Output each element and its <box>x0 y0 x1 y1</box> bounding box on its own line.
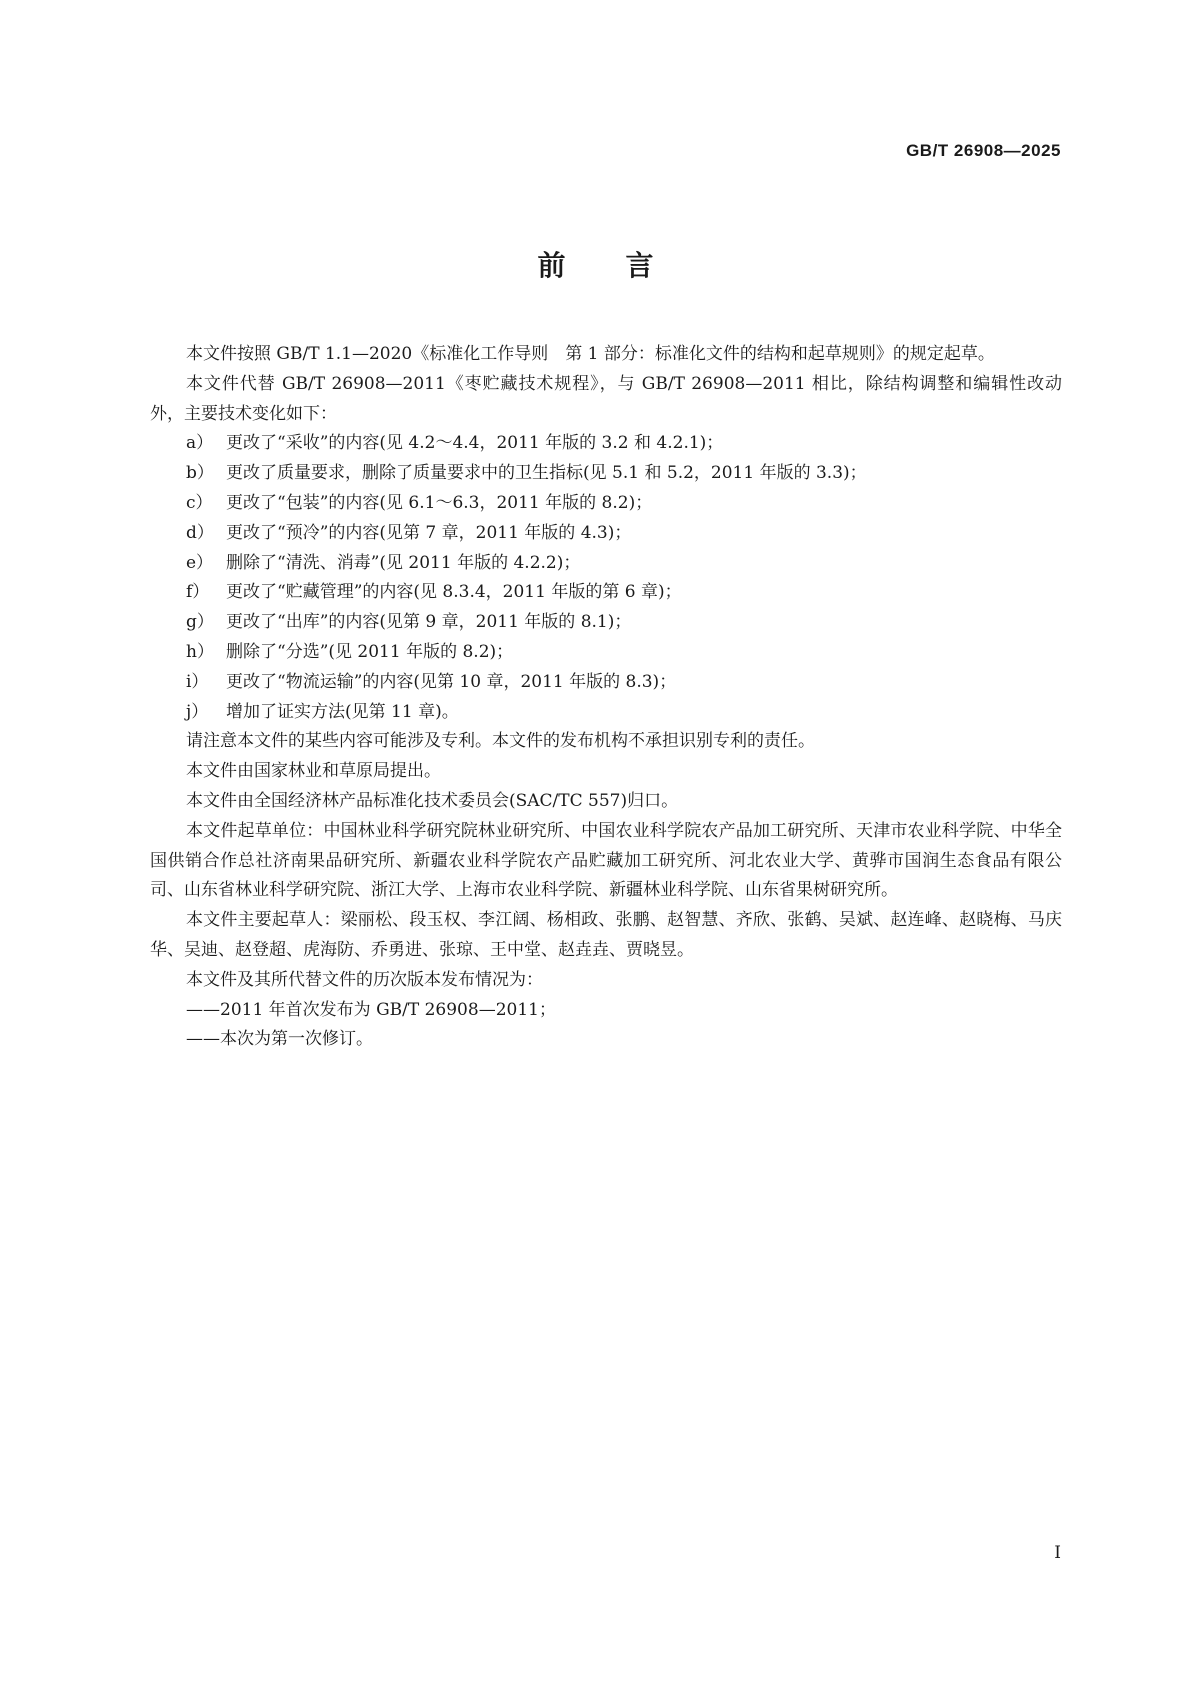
list-item-label: j） <box>186 701 209 722</box>
paragraph-history-intro: 本文件及其所代替文件的历次版本发布情况为： <box>186 969 543 990</box>
list-item-label: h） <box>186 641 214 662</box>
list-item <box>150 489 1062 519</box>
list-item-label: d） <box>186 522 214 543</box>
list-item-text: 删除了“清洗、消毒”(见 2011 年版的 4.2.2)； <box>226 552 581 573</box>
changes-list <box>150 429 1062 727</box>
history-list <box>150 996 1062 1056</box>
list-item <box>150 698 1062 728</box>
history-item: ——本次为第一次修订。 <box>186 1029 373 1050</box>
paragraph-centralized-by: 本文件由全国经济林产品标准化技术委员会(SAC/TC 557)归口。 <box>186 790 679 811</box>
paragraph-replacement: 本文件代替 GB/T 26908—2011《枣贮藏技术规程》，与 GB/T 26908—2011 相比，除结构调整和编辑性改动外，主要技术变化如下： <box>150 373 1062 424</box>
list-item-label: i） <box>186 671 209 692</box>
list-item-label: b） <box>186 463 214 484</box>
list-item <box>150 429 1062 459</box>
list-item <box>150 638 1062 668</box>
list-item <box>150 578 1062 608</box>
list-item-text: 更改了“贮藏管理”的内容(见 8.3.4，2011 年版的第 6 章)； <box>226 582 682 603</box>
document-body <box>150 340 1062 1055</box>
list-item-text: 更改了“预冷”的内容(见第 7 章，2011 年版的 4.3)； <box>226 522 632 543</box>
history-item: ——2011 年首次发布为 GB/T 26908—2011； <box>186 999 556 1020</box>
list-item-label: a） <box>186 433 214 454</box>
list-item-text: 更改了质量要求，删除了质量要求中的卫生指标(见 5.1 和 5.2，2011 年版的 3.3)； <box>226 463 867 484</box>
paragraph-patent-notice: 请注意本文件的某些内容可能涉及专利。本文件的发布机构不承担识别专利的责任。 <box>186 731 815 752</box>
list-item <box>150 549 1062 579</box>
list-item-text: 增加了证实方法(见第 11 章)。 <box>226 701 459 722</box>
list-item-label: f） <box>186 582 210 603</box>
list-item <box>150 608 1062 638</box>
standard-code: GB/T 26908—2025 <box>906 141 1061 160</box>
page-number: I <box>1054 1543 1061 1563</box>
list-item-label: c） <box>186 492 213 513</box>
page-title: 前言 <box>537 249 714 282</box>
paragraph-drafting-basis: 本文件按照 GB/T 1.1—2020《标准化工作导则 第 1 部分：标准化文件的结构和起草规则》的规定起草。 <box>186 344 995 364</box>
list-item-label: g） <box>186 612 214 633</box>
list-item-text: 更改了“包装”的内容(见 6.1～6.3，2011 年版的 8.2)； <box>226 492 653 513</box>
list-item-label: e） <box>186 552 214 573</box>
list-item-text: 删除了“分选”(见 2011 年版的 8.2)； <box>226 641 514 662</box>
list-item <box>150 668 1062 698</box>
paragraph-drafting-units: 本文件起草单位：中国林业科学研究院林业研究所、中国农业科学院农产品加工研究所、天津市农业科学院、中华全国供销合作总社济南果品研究所、新疆农业科学院农产品贮藏加工研究所、河北农业大学、黄骅市国润生态食品有限公司、山东省林业科学研究院、浙江大学、上海市农业科学院、新疆林业科学院、山东省果树研究所。 <box>150 820 1062 901</box>
paragraph-drafters: 本文件主要起草人：梁丽松、段玉权、李江阔、杨相政、张鹏、赵智慧、齐欣、张鹤、吴斌、赵连峰、赵晓梅、马庆华、吴迪、赵登超、虎海防、乔勇进、张琼、王中堂、赵垚垚、贾晓昱。 <box>150 910 1062 960</box>
list-item-text: 更改了“出库”的内容(见第 9 章，2011 年版的 8.1)； <box>226 612 632 633</box>
list-item <box>150 519 1062 549</box>
list-item <box>150 459 1062 489</box>
paragraph-proposed-by: 本文件由国家林业和草原局提出。 <box>186 761 441 782</box>
list-item-text: 更改了“物流运输”的内容(见第 10 章，2011 年版的 8.3)； <box>226 671 677 692</box>
list-item-text: 更改了“采收”的内容(见 4.2～4.4，2011 年版的 3.2 和 4.2.1)； <box>226 433 724 454</box>
